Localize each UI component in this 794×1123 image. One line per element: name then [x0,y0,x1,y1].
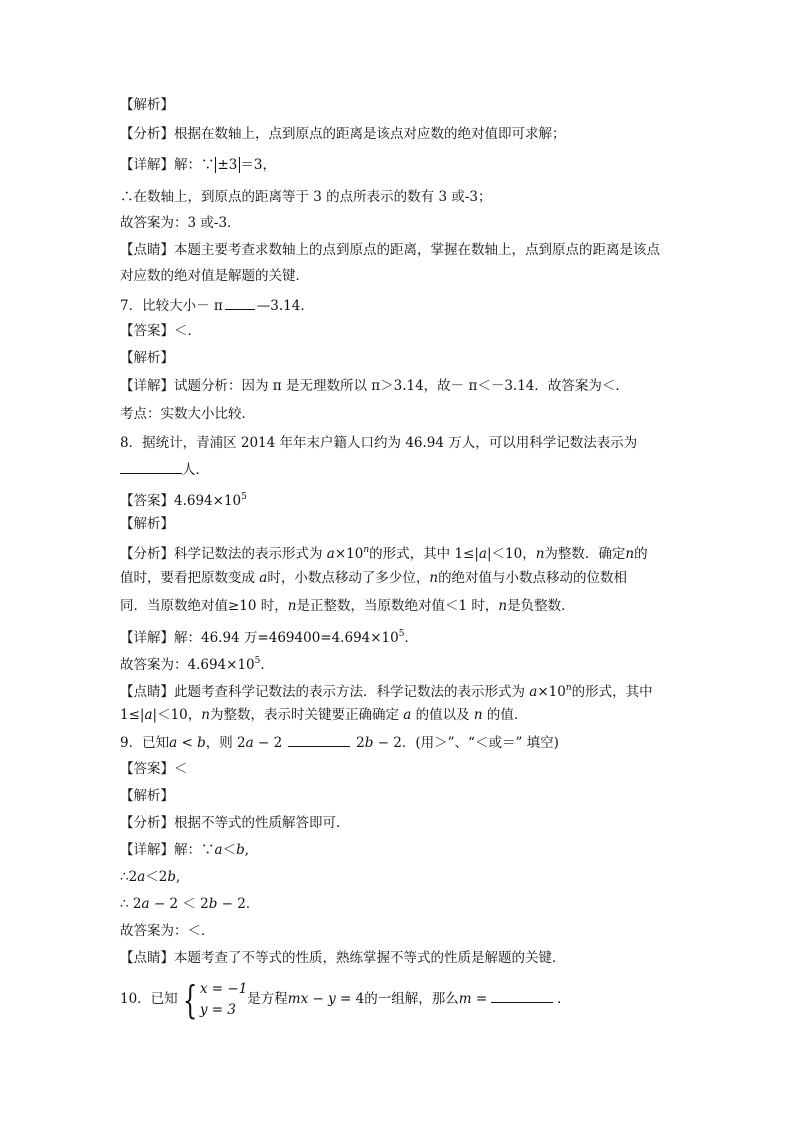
question-10 [120,976,680,1022]
text-span: − 2． [217,896,260,912]
text-span: = 4 [335,991,365,1007]
math-var: y [328,991,336,1007]
question-7 [120,295,680,316]
answer-blank [288,732,350,747]
exponent: n [363,545,370,555]
math-var: b [236,842,245,858]
text-span: 2 [356,735,365,751]
text-span: ×10 [537,684,566,700]
text-span: = [471,991,488,1007]
knowledge-point: 考点：实数大小比较． [120,406,255,422]
question-8-cont [120,459,680,480]
solution-text: 【详解】试题分析：因为 π 是无理数所以 π＞3.14，故－ π＜－3.14．故答案为＜． [120,378,629,394]
answer-text: 故答案为：3 或-3． [120,215,241,231]
text-span: 【详解】解：46.94 万=469400=4.694×10 [120,630,399,646]
text-span: ＜ [222,842,237,858]
solution-line [120,624,680,648]
text-span: − [308,991,329,1007]
text-span: 【点睛】此题考查科学记数法的表示方法．科学记数法的表示形式为 [120,684,530,700]
comment-text-cont: 对应数的绝对值是解题的关键． [120,268,309,284]
analysis-text: 【分析】根据不等式的性质解答即可． [120,815,350,831]
math-var: n [498,598,508,614]
question-8: 8．据统计，青浦区 2014 年年末户籍人口约为 46.94 万人，可以用科学记数法表示为 [120,435,638,451]
text-span: 的值． [482,707,528,723]
math-var: n [535,546,545,562]
math-var: a [137,869,146,885]
analysis-text: 【分析】根据在数轴上，点到原点的距离是该点对应数的绝对值即可求解； [120,126,566,142]
analysis-heading: 【解析】 [120,97,174,113]
text-span: 的 [634,546,648,562]
text-span: ． [260,657,274,673]
math-var: n [625,546,635,562]
text-span: − 2 ＜ 2 [149,896,209,912]
question-7-text-end: —3.14． [256,298,314,314]
text-span: ，则 2 [205,735,246,751]
system-eq-2: y = 3 [199,1001,236,1018]
math-var: b [197,735,206,751]
text-span: 的一组解，那么 [364,991,459,1007]
text-span: ∴2 [120,869,138,885]
text-span: 为整数．确定 [544,546,626,562]
analysis-heading: 【解析】 [120,788,174,804]
math-var: b [364,735,374,751]
text-span: 时，小数点移动了多少位， [267,570,430,586]
answer-text: 故答案为：＜． [120,923,215,939]
math-var: n [473,707,483,723]
text-span: 值时，要看把原数变成 [120,570,260,586]
text-span: 的绝对值与小数点移动的位数相 [438,570,628,586]
text-span: 的值以及 [411,707,474,723]
analysis-text-cont [120,568,680,588]
question-9 [120,732,680,753]
text-span: 1≤| [120,707,145,723]
exponent: 5 [241,492,247,502]
exponent: 5 [254,656,261,666]
math-var: m [458,991,472,1007]
math-var: n [201,707,210,723]
text-span: 9．已知 [120,735,170,751]
math-var: a [214,842,223,858]
solution-prefix: 【详解】解：∵ [120,157,215,173]
solution-step [120,867,680,887]
text-span: , [244,842,250,858]
text-span: 同．当原数绝对值≥10 时， [120,598,288,614]
math-var: a [141,896,150,912]
solution-step [120,894,680,914]
text-span: ＜2 [145,869,168,885]
math-var: mx [287,991,309,1007]
text-span: ． [404,630,418,646]
text-span: ． [557,991,571,1007]
text-span: ∴ 2 [120,896,142,912]
solution-result: ＝3， [240,157,276,173]
text-span: 是正整数，当原数绝对值＜1 时， [296,598,499,614]
math-var: a [259,570,268,586]
math-var: b [167,869,176,885]
answer-line: 【答案】＜． [120,323,201,339]
exponent: n [565,683,572,693]
text-span: |＜10， [486,546,536,562]
exponent: 5 [398,629,405,639]
text-span: 故答案为：4.694×10 [120,657,255,673]
math-var: a [245,735,254,751]
text-span: 是负整数． [507,598,575,614]
answer-blank [120,459,182,474]
analysis-text-cont [120,596,680,616]
comment-text: 【点睛】本题考查了不等式的性质，熟练掌握不等式的性质是解题的关键． [120,950,566,966]
answer-blank [225,295,255,310]
question-8-text-end: 人． [182,462,209,478]
solution-line [120,155,680,175]
analysis-heading: 【解析】 [120,516,174,532]
text-span: − 2．(用＞”、“＜或＝” 填空) [373,735,559,751]
text-span: |＜10， [152,707,202,723]
text-span: < [177,735,198,751]
math-var: a [144,707,153,723]
math-var: a [478,546,487,562]
text-span: , [176,869,181,885]
answer-blank [491,988,553,1003]
text-span: 10．已知 [120,991,178,1007]
text-span: 为整数，表示时关键要正确确定 [209,707,404,723]
comment-text-cont [120,705,680,725]
solution-line [120,840,680,860]
text-span: 的形式，其中 1≤| [369,546,479,562]
solution-text: ∴在数轴上，到原点的距离等于 3 的点所表示的数有 3 或-3； [120,189,492,205]
answer-text [120,651,680,675]
comment-text [120,678,680,702]
math-var: a [169,735,178,751]
math-var: a [529,684,538,700]
answer-line [120,487,680,511]
absolute-value: ±3 [215,157,241,173]
comment-text: 【点睛】本题主要考查求数轴上的点到原点的距离，掌握在数轴上，点到原点的距离是该点 [120,242,660,258]
answer-value: 【答案】4.694×10 [120,493,242,509]
text-span: 【详解】解：∵ [120,842,215,858]
math-var: a [403,707,412,723]
system-eq-1: x = −1 [199,980,248,997]
text-span: 是方程 [247,991,288,1007]
answer-line: 【答案】＜ [120,761,188,777]
math-var: b [208,896,218,912]
question-7-text: 7．比较大小－ π [120,298,223,314]
math-var: n [429,570,439,586]
text-span: 的形式，其中 [571,684,653,700]
analysis-heading: 【解析】 [120,350,174,366]
text-span: 【分析】科学记数法的表示形式为 [120,546,327,562]
equation-system [178,979,248,1021]
math-var: n [287,598,297,614]
math-var: a [326,546,335,562]
system-lines [200,979,247,1021]
brace-symbol: { [182,977,198,1022]
analysis-text [120,540,680,564]
text-span: − 2 [253,735,283,751]
text-span: ×10 [334,546,364,562]
